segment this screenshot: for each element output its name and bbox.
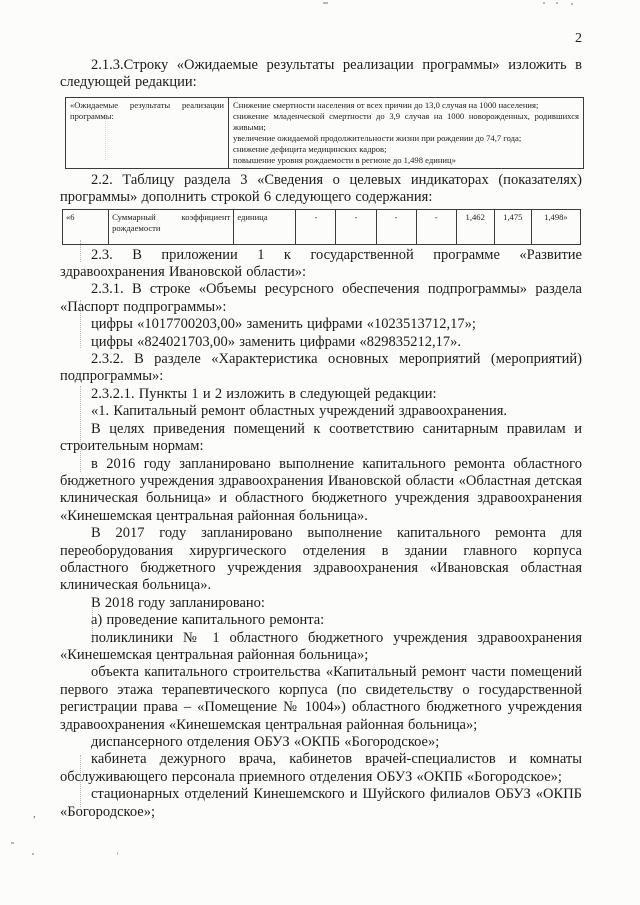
expected-results-table (65, 97, 584, 169)
scan-artifact (80, 386, 81, 472)
scan-artifact (11, 842, 14, 844)
scan-artifact: , (33, 808, 36, 820)
indicator-unit-cell: единица (234, 209, 296, 244)
indicator-name-cell: Суммарный коэффициент рождаемости (109, 209, 234, 244)
body-paragraph: цифры «824021703,00» заменить цифрами «829835212,17». (91, 333, 461, 350)
scan-artifact (543, 2, 545, 4)
scan-artifact (80, 755, 81, 807)
indicator-value-cell: 1,475 (494, 209, 531, 244)
body-paragraph: а) проведение капитального ремонта: (91, 612, 325, 629)
body-paragraph: кабинета дежурного врача, кабинетов врачей-специалистов и комнаты обслуживающего персонала приемного отделения ОБУЗ «ОКПБ «Богородское»; (60, 751, 582, 785)
para-2-1-3: 2.1.3.Строку «Ожидаемые результаты реализации программы» изложить в следующей редакции: (60, 57, 582, 91)
para-2-3: 2.3. В приложении 1 к государственной программе «Развитие здравоохранения Ивановской области»: (60, 246, 582, 281)
table-row (66, 97, 584, 168)
body-paragraph: цифры «1017700203,00» заменить цифрами «1023513712,17»; (91, 316, 476, 333)
indicator-dash-cell: - (336, 209, 376, 244)
body-paragraph: объекта капитального строительства «Капитальный ремонт части помещений первого этажа терапевтического корпуса (по свидетельству о государственной регистрации права – «Помещение № 1004») областного бюджетного учреждения здравоохранения «Кинешемская центральная районная больница»; (60, 664, 582, 733)
page-number: 2 (575, 31, 582, 46)
para-2-3-2: 2.3.2. В разделе «Характеристика основных мероприятий (мероприятий) подпрограммы»: (60, 351, 582, 385)
indicator-value-cell: 1,462 (456, 209, 494, 244)
scan-artifact (32, 853, 34, 855)
scan-artifact (117, 852, 118, 855)
body-paragraph: «1. Капитальный ремонт областных учреждений здравоохранения. (91, 403, 508, 420)
indicator-dash-cell: - (376, 209, 416, 244)
scan-artifact (92, 597, 93, 643)
table-row (63, 209, 581, 244)
indicator-number-cell: «6 (63, 209, 109, 244)
body-paragraph: поликлиники № 1 областного бюджетного учреждения здравоохранения «Кинешемская центральная районная больница»; (60, 629, 582, 663)
scan-artifact (323, 2, 328, 4)
scan-artifact (80, 240, 81, 262)
indicator-dash-cell: - (416, 209, 456, 244)
body-paragraph: В 2018 году запланировано: (91, 594, 265, 611)
indicator-value-cell: 1,498» (531, 209, 580, 244)
scan-artifact (571, 3, 573, 5)
document-content (60, 57, 582, 821)
body-paragraph: диспансерного отделения ОБУЗ «ОКПБ «Богородское»; (91, 734, 440, 750)
expected-results-value-cell (229, 97, 584, 168)
expected-results-label-cell: «Ожидаемые результаты реализации программы: (66, 97, 229, 168)
expected-result-item: Снижение смертности населения от всех причин до 13,0 случая на 1000 населения; (233, 99, 539, 110)
body-paragraph: в 2016 году запланировано выполнение капитального ремонта областного бюджетного учреждения здравоохранения Ивановской области «Областная детская клиническая больница» и областного бюджетного учреждения здравоохранения «Кинешемская центральная районная больница». (60, 455, 582, 524)
scan-artifact (105, 114, 106, 160)
expected-result-item: увеличение ожидаемой продолжительности жизни при рождении до 74,7 года; (233, 132, 522, 143)
body-paragraph: В 2017 году запланировано выполнение капитального ремонта для переоборудования хирургического отделения в здании главного корпуса областного бюджетного учреждения здравоохранения «Ивановская областная клиническая больница». (60, 525, 582, 594)
body-paragraph: стационарных отделений Кинешемского и Шуйского филиалов ОБУЗ «ОКПБ «Богородское»; (60, 786, 582, 820)
scan-artifact (80, 300, 81, 348)
body-paragraph: В целях приведения помещений к соответствию санитарным правилам и строительным нормам: (60, 420, 582, 455)
para-2-3-2-1: 2.3.2.1. Пункты 1 и 2 изложить в следующей редакции: (91, 385, 437, 402)
expected-result-item: снижение дефицита медицинских кадров; (233, 143, 387, 154)
expected-result-item: повышение уровня рождаемости в регионе до 1,498 единиц» (233, 154, 456, 165)
scan-artifact (556, 2, 558, 4)
expected-result-item: снижение младенческой смертности до 3,9 случая на 1000 новорожденных, родившихся живыми; (233, 110, 579, 132)
para-2-2: 2.2. Таблицу раздела 3 «Сведения о целевых индикаторах (показателях) программы» дополнить строкой 6 следующего содержания: (60, 171, 582, 206)
para-2-3-1: 2.3.1. В строке «Объемы ресурсного обеспечения подпрограммы» раздела «Паспорт подпрограммы»: (60, 281, 582, 315)
indicator-dash-cell: - (296, 209, 336, 244)
indicator-row-table (62, 209, 581, 245)
